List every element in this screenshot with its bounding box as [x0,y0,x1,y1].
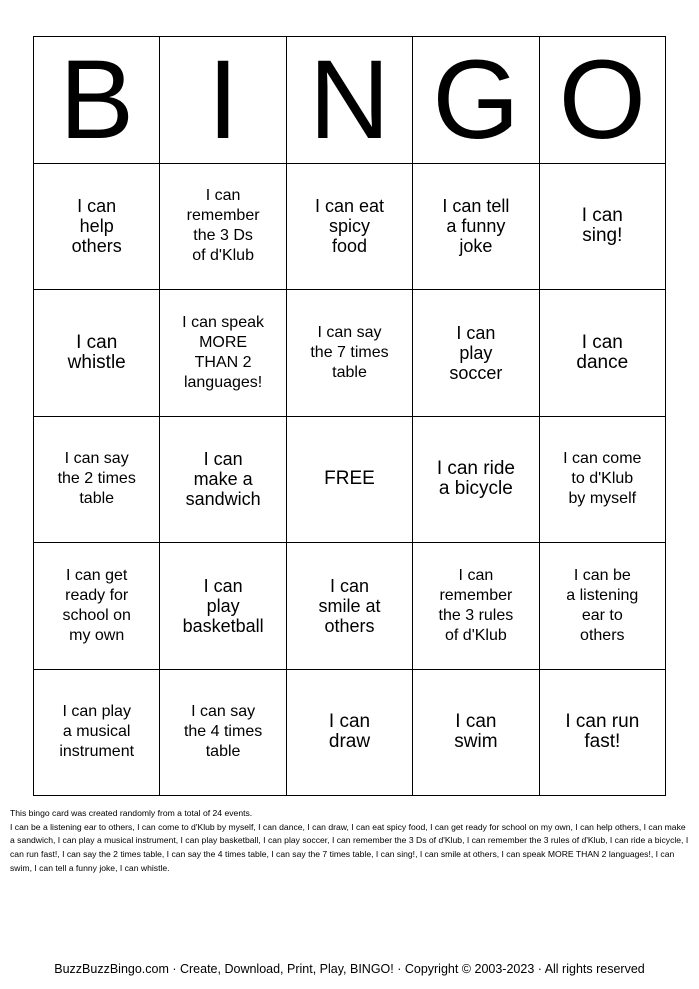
bingo-cell-text: I can remember the 3 rules of d'Klub [438,566,514,644]
free-space [287,417,413,544]
site-footer: BuzzBuzzBingo.com · Create, Download, Print, Play, BINGO! · Copyright © 2003-2023 · All rights reserved [54,962,645,976]
bingo-cell [287,290,413,417]
bingo-cell [160,670,286,797]
bingo-cell-text: I can whistle [67,331,126,373]
bingo-cell-text: I can run fast! [565,711,640,753]
bingo-cell [413,670,539,797]
bingo-cell [540,543,666,670]
bingo-cell [160,417,286,544]
bingo-cell [413,290,539,417]
bingo-cell [540,670,666,797]
bingo-cell-text: I can play soccer [449,322,503,383]
bingo-cell [413,164,539,291]
bingo-cell [160,164,286,291]
bingo-cell [413,417,539,544]
header-letter-text: N [309,37,390,162]
bingo-cell-text: I can come to d'Klub by myself [563,450,642,508]
bingo-cell-text: I can help others [71,196,122,257]
card-description [10,807,690,876]
bingo-cell [34,543,160,670]
bingo-cell-text: I can remember the 3 Ds of d'Klub [186,187,260,265]
bingo-cell-text: I can speak MORE THAN 2 languages! [182,313,264,391]
header-letter-text: B [59,37,135,162]
bingo-cell [413,543,539,670]
bingo-cell [160,543,286,670]
header-letter-g [413,37,539,164]
bingo-cell-text: I can play basketball [182,575,264,636]
bingo-cell-text: I can dance [576,331,629,373]
bingo-cell-text: I can draw [328,711,371,753]
bingo-cell-text: I can play a musical instrument [59,703,135,761]
bingo-cell-text: I can make a sandwich [185,449,261,510]
bingo-cell-text: I can swim [454,711,498,753]
bingo-cell-text: I can say the 4 times table [183,703,263,761]
header-letter-b [34,37,160,164]
bingo-cell-text: I can sing! [581,205,623,247]
bingo-cell-text: I can ride a bicycle [436,458,515,500]
bingo-cell [34,164,160,291]
bingo-cell [287,670,413,797]
description-intro: This bingo card was created randomly from a total of 24 events. [10,808,253,818]
header-letter-text: O [558,37,646,162]
description-events: I can be a listening ear to others, I can come to d'Klub by myself, I can dance, I can draw, I can eat spicy food, I can get ready for school on my own, I can help others, I can make a sandwich, I can play a musical instrument, I can play basketball, I can play soccer, I can remember the 3 Ds of d'Klub, I can remember the 3 rules of d'Klub, I can ride a bicycle, I can run fast!, I can say the 2 times table, I can say the 4 times table, I can say the 7 times table, I can sing!, I can smile at others, I can speak MORE THAN 2 languages!, I can swim, I can tell a funny joke, I can whistle. [10,821,689,873]
bingo-cell [540,290,666,417]
header-letter-n [287,37,413,164]
header-letter-text: I [207,37,239,162]
bingo-cell [34,670,160,797]
bingo-cell [540,164,666,291]
bingo-cell-text: FREE [324,468,375,490]
bingo-cell-text: I can say the 2 times table [57,450,136,508]
bingo-cell-text: I can tell a funny joke [442,196,510,257]
bingo-card [33,36,666,796]
bingo-cell [287,164,413,291]
bingo-cell-text: I can say the 7 times table [310,323,389,381]
bingo-cell-text: I can smile at others [318,575,381,636]
bingo-cell [540,417,666,544]
bingo-cell [160,290,286,417]
bingo-cell [287,543,413,670]
bingo-cell [34,417,160,544]
bingo-cell-text: I can be a listening ear to others [566,566,639,644]
header-letter-i [160,37,286,164]
header-letter-o [540,37,666,164]
bingo-cell-text: I can eat spicy food [314,196,385,257]
bingo-cell-text: I can get ready for school on my own [62,566,131,644]
bingo-cell [34,290,160,417]
header-letter-text: G [432,37,520,162]
